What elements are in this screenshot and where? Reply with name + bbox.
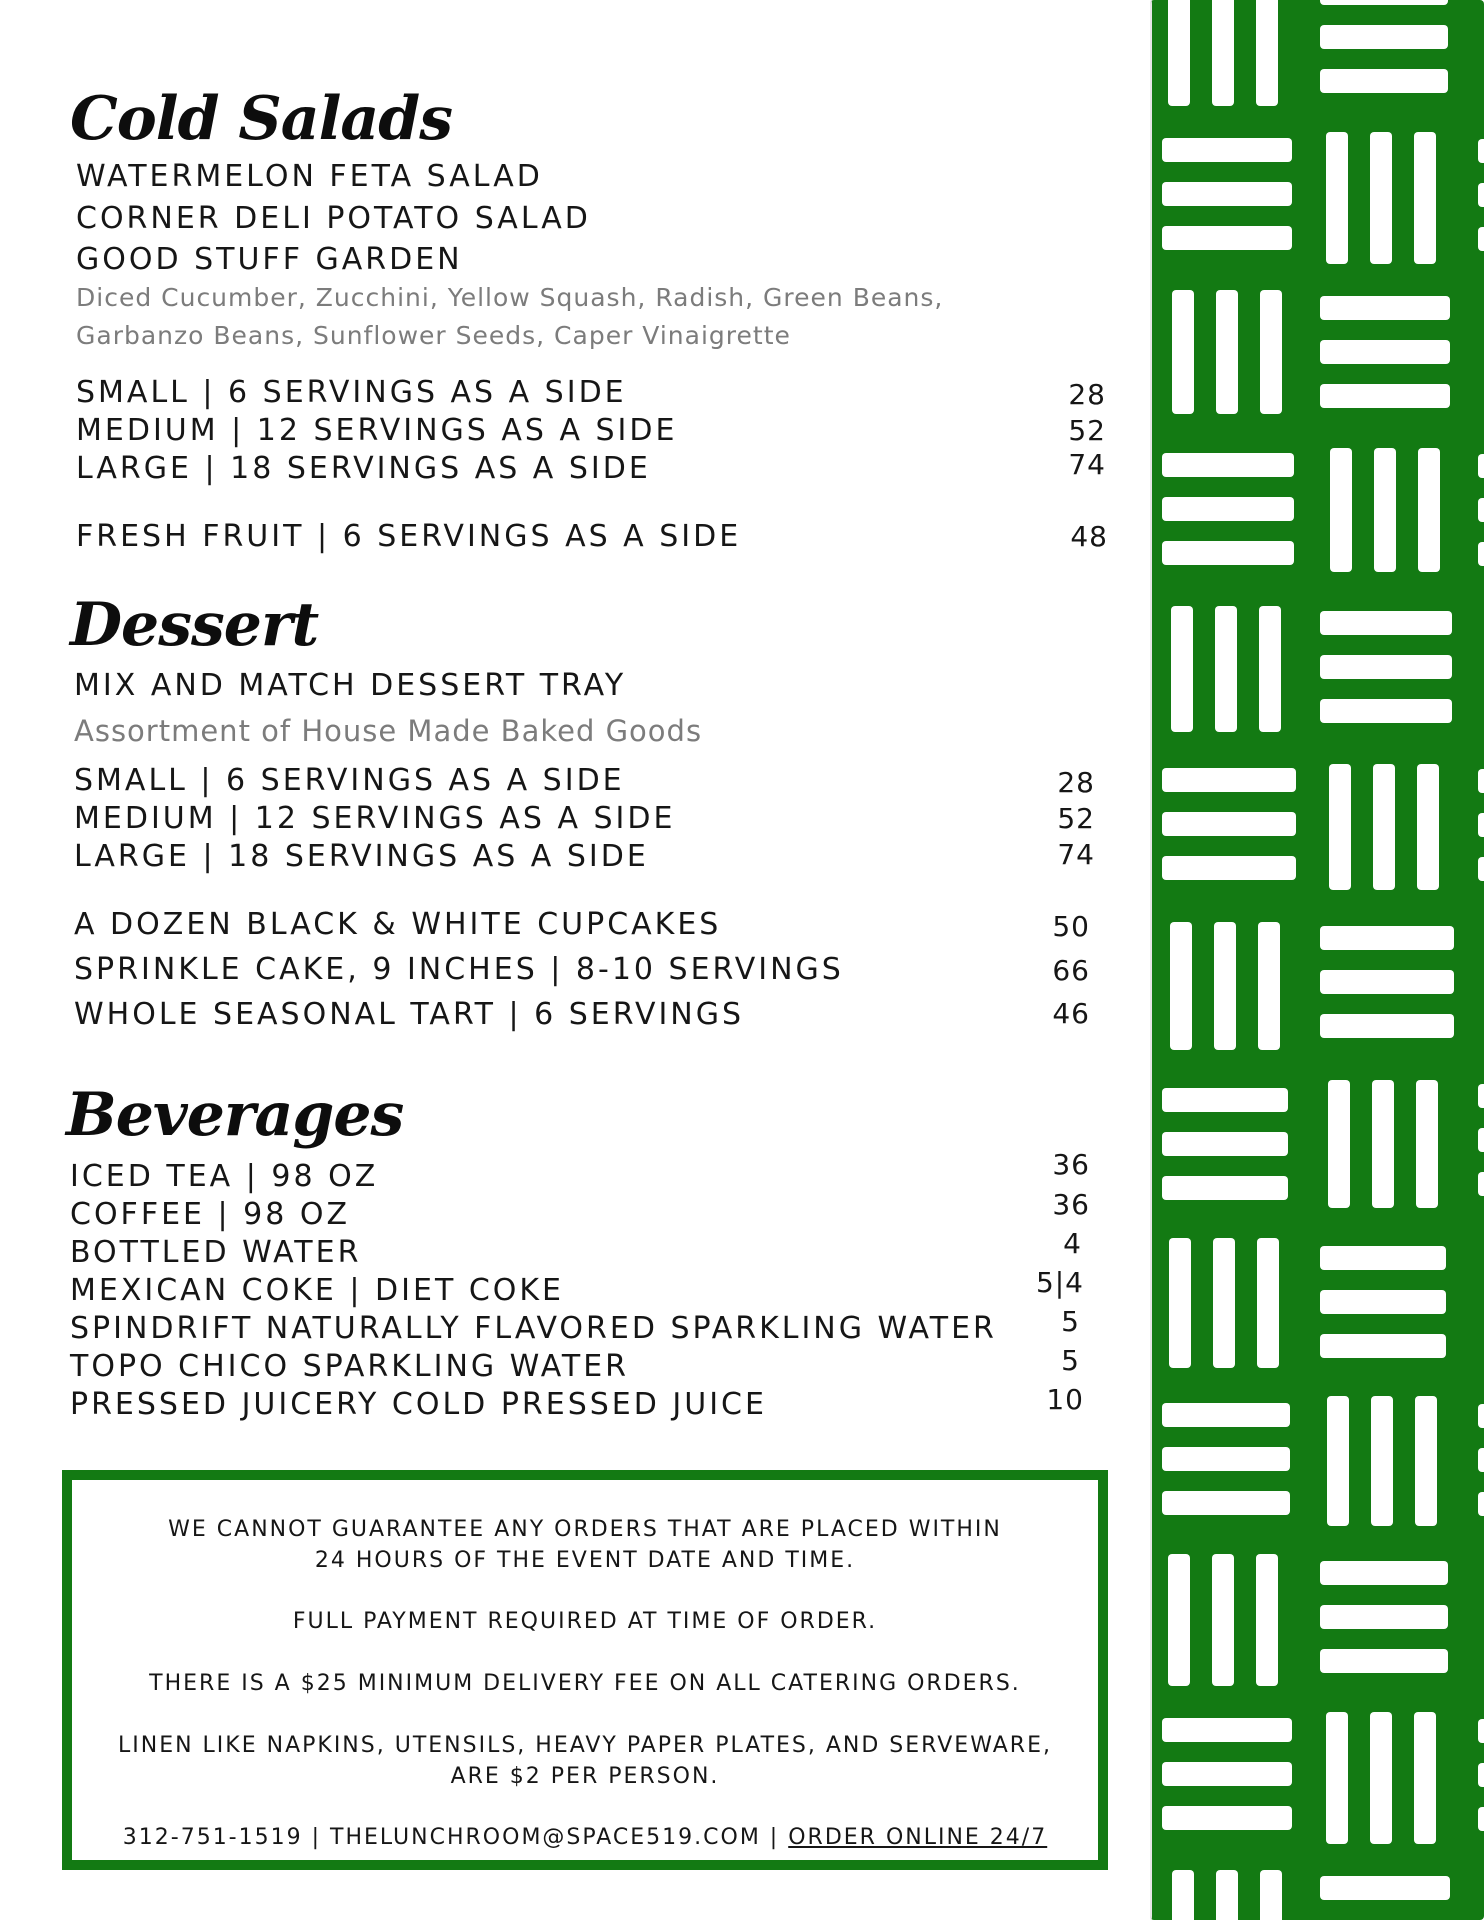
brush-stroke bbox=[1478, 769, 1484, 793]
price: 4 bbox=[1063, 1227, 1082, 1260]
brush-stroke bbox=[1162, 182, 1292, 206]
price: 36 bbox=[1052, 1188, 1090, 1221]
brush-stroke bbox=[1162, 856, 1296, 880]
brush-stroke bbox=[1478, 813, 1484, 837]
pattern-background bbox=[1150, 0, 1484, 1920]
price: 52 bbox=[1057, 802, 1095, 835]
menu-item: CORNER DELI POTATO SALAD bbox=[76, 201, 591, 236]
fresh-fruit-item: FRESH FRUIT | 6 SERVINGS AS A SIDE bbox=[76, 519, 742, 554]
menu-item: MIX AND MATCH DESSERT TRAY bbox=[74, 668, 627, 703]
brush-stroke bbox=[1478, 1084, 1484, 1108]
brush-stroke bbox=[1370, 132, 1392, 264]
brush-stroke bbox=[1320, 25, 1448, 49]
price: 74 bbox=[1057, 838, 1095, 871]
brush-stroke bbox=[1320, 926, 1454, 950]
brush-stroke bbox=[1478, 227, 1484, 251]
brush-stroke bbox=[1162, 1132, 1288, 1156]
price: 52 bbox=[1068, 414, 1106, 447]
brush-stroke bbox=[1478, 1172, 1484, 1196]
brush-stroke bbox=[1162, 1403, 1290, 1427]
brush-stroke bbox=[1414, 1712, 1436, 1844]
size-option: MEDIUM | 12 SERVINGS AS A SIDE bbox=[76, 413, 678, 448]
cold-salads-heading: Cold Salads bbox=[70, 84, 453, 154]
brush-stroke bbox=[1162, 453, 1294, 477]
brush-stroke bbox=[1260, 290, 1282, 414]
beverage-item: TOPO CHICO SPARKLING WATER bbox=[70, 1349, 630, 1384]
brush-stroke bbox=[1320, 1561, 1448, 1585]
brush-stroke bbox=[1320, 1290, 1446, 1314]
policy-linen-line-1: LINEN LIKE NAPKINS, UTENSILS, HEAVY PAPER PLATES, AND SERVEWARE, bbox=[118, 1733, 1052, 1758]
brush-stroke bbox=[1478, 139, 1484, 163]
price: 48 bbox=[1070, 520, 1108, 553]
brush-stroke bbox=[1478, 1404, 1484, 1428]
brush-stroke bbox=[1320, 1649, 1448, 1673]
brush-stroke bbox=[1162, 1088, 1288, 1112]
pattern-edge-line bbox=[1150, 0, 1152, 1920]
brush-stroke bbox=[1415, 1396, 1437, 1526]
policy-payment: FULL PAYMENT REQUIRED AT TIME OF ORDER. bbox=[292, 1609, 878, 1634]
beverage-item: SPINDRIFT NATURALLY FLAVORED SPARKLING WATER bbox=[70, 1311, 997, 1346]
order-policy-box bbox=[62, 1470, 1108, 1870]
menu-item: A DOZEN BLACK & WHITE CUPCAKES bbox=[74, 907, 722, 942]
brush-stroke bbox=[1257, 1238, 1279, 1368]
brush-stroke bbox=[1478, 857, 1484, 881]
brush-stroke bbox=[1256, 0, 1278, 106]
brush-stroke bbox=[1326, 1712, 1348, 1844]
brush-stroke bbox=[1330, 448, 1352, 572]
brush-stroke bbox=[1373, 764, 1395, 890]
policy-guarantee-line-1: WE CANNOT GUARANTEE ANY ORDERS THAT ARE PLACED WITHIN bbox=[168, 1517, 1002, 1542]
price: 28 bbox=[1068, 378, 1106, 411]
policy-linen-line-2: ARE $2 PER PERSON. bbox=[450, 1764, 720, 1789]
brush-stroke bbox=[1327, 1396, 1349, 1526]
brush-stroke bbox=[1478, 183, 1484, 207]
size-option: LARGE | 18 SERVINGS AS A SIDE bbox=[76, 451, 651, 486]
brush-stroke bbox=[1259, 606, 1281, 732]
brush-stroke bbox=[1478, 1128, 1484, 1152]
brush-stroke bbox=[1320, 296, 1450, 320]
brush-stroke bbox=[1168, 1554, 1190, 1686]
brush-stroke bbox=[1478, 1448, 1484, 1472]
brush-stroke bbox=[1326, 132, 1348, 264]
brush-stroke bbox=[1162, 226, 1292, 250]
brush-stroke bbox=[1374, 448, 1396, 572]
brush-stroke bbox=[1320, 1014, 1454, 1038]
beverage-item: ICED TEA | 98 OZ bbox=[70, 1159, 379, 1194]
price: 5 bbox=[1061, 1305, 1080, 1338]
brush-stroke bbox=[1168, 0, 1190, 106]
brush-stroke bbox=[1171, 606, 1193, 732]
menu-item: SPRINKLE CAKE, 9 INCHES | 8-10 SERVINGS bbox=[74, 952, 844, 987]
menu-item: WHOLE SEASONAL TART | 6 SERVINGS bbox=[74, 997, 745, 1032]
brush-stroke bbox=[1162, 541, 1294, 565]
brush-stroke bbox=[1320, 1246, 1446, 1270]
beverage-item: MEXICAN COKE | DIET COKE bbox=[70, 1273, 565, 1308]
brush-stroke bbox=[1372, 1080, 1394, 1208]
brush-stroke bbox=[1320, 0, 1448, 5]
brush-stroke bbox=[1216, 1870, 1238, 1920]
brush-stroke bbox=[1215, 606, 1237, 732]
brush-stroke bbox=[1162, 138, 1292, 162]
order-online-link[interactable]: ORDER ONLINE 24/7 bbox=[788, 1825, 1048, 1850]
brush-stroke bbox=[1260, 1870, 1282, 1920]
brush-stroke bbox=[1169, 1238, 1191, 1368]
brush-stroke bbox=[1418, 448, 1440, 572]
beverage-item: PRESSED JUICERY COLD PRESSED JUICE bbox=[70, 1387, 767, 1422]
price: 50 bbox=[1052, 910, 1090, 943]
brush-stroke bbox=[1162, 1491, 1290, 1515]
brush-stroke bbox=[1478, 498, 1484, 522]
brush-stroke bbox=[1478, 1763, 1484, 1787]
price: 74 bbox=[1068, 448, 1106, 481]
brush-stroke bbox=[1329, 764, 1351, 890]
menu-item: GOOD STUFF GARDEN bbox=[76, 242, 463, 277]
size-option: MEDIUM | 12 SERVINGS AS A SIDE bbox=[74, 801, 676, 836]
brush-stroke bbox=[1478, 1719, 1484, 1743]
price: 5 bbox=[1061, 1344, 1080, 1377]
item-description: Garbanzo Beans, Sunflower Seeds, Caper Vinaigrette bbox=[76, 321, 791, 350]
brush-stroke bbox=[1478, 542, 1484, 566]
brush-stroke bbox=[1172, 1870, 1194, 1920]
brush-stroke bbox=[1212, 0, 1234, 106]
decorative-brush-pattern bbox=[1150, 0, 1484, 1920]
brush-stroke bbox=[1320, 384, 1450, 408]
brush-stroke bbox=[1320, 611, 1452, 635]
brush-stroke bbox=[1320, 69, 1448, 93]
brush-stroke bbox=[1162, 1176, 1288, 1200]
item-description: Diced Cucumber, Zucchini, Yellow Squash, Radish, Green Beans, bbox=[76, 283, 944, 312]
brush-stroke bbox=[1216, 290, 1238, 414]
price: 10 bbox=[1046, 1383, 1084, 1416]
menu-item: WATERMELON FETA SALAD bbox=[76, 159, 543, 194]
brush-stroke bbox=[1478, 454, 1484, 478]
brush-stroke bbox=[1162, 768, 1296, 792]
price: 36 bbox=[1052, 1148, 1090, 1181]
brush-stroke bbox=[1256, 1554, 1278, 1686]
beverage-item: BOTTLED WATER bbox=[70, 1235, 362, 1270]
contact-info: 312-751-1519 | THELUNCHROOM@SPACE519.COM | bbox=[122, 1825, 789, 1850]
brush-stroke bbox=[1213, 1238, 1235, 1368]
brush-stroke bbox=[1320, 655, 1452, 679]
brush-stroke bbox=[1320, 340, 1450, 364]
brush-stroke bbox=[1416, 1080, 1438, 1208]
brush-stroke bbox=[1170, 922, 1192, 1050]
size-option: SMALL | 6 SERVINGS AS A SIDE bbox=[74, 763, 625, 798]
brush-stroke bbox=[1320, 1334, 1446, 1358]
brush-stroke bbox=[1478, 1807, 1484, 1831]
brush-stroke bbox=[1320, 970, 1454, 994]
brush-stroke bbox=[1328, 1080, 1350, 1208]
brush-stroke bbox=[1371, 1396, 1393, 1526]
size-option: SMALL | 6 SERVINGS AS A SIDE bbox=[76, 375, 627, 410]
brush-stroke bbox=[1162, 1762, 1292, 1786]
item-description: Assortment of House Made Baked Goods bbox=[74, 714, 703, 748]
price: 46 bbox=[1052, 997, 1090, 1030]
brush-stroke bbox=[1212, 1554, 1234, 1686]
price: 28 bbox=[1057, 766, 1095, 799]
contact-line bbox=[72, 1822, 1098, 1853]
brush-stroke bbox=[1320, 699, 1452, 723]
brush-stroke bbox=[1258, 922, 1280, 1050]
brush-stroke bbox=[1320, 1605, 1448, 1629]
brush-stroke bbox=[1320, 1876, 1450, 1900]
policy-delivery-fee: THERE IS A $25 MINIMUM DELIVERY FEE ON ALL CATERING ORDERS. bbox=[149, 1671, 1021, 1696]
size-option: LARGE | 18 SERVINGS AS A SIDE bbox=[74, 839, 649, 874]
policy-guarantee-line-2: 24 HOURS OF THE EVENT DATE AND TIME. bbox=[314, 1548, 856, 1573]
brush-stroke bbox=[1162, 812, 1296, 836]
brush-stroke bbox=[1214, 922, 1236, 1050]
brush-stroke bbox=[1417, 764, 1439, 890]
price: 66 bbox=[1052, 954, 1090, 987]
brush-stroke bbox=[1162, 1447, 1290, 1471]
brush-stroke bbox=[1370, 1712, 1392, 1844]
brush-stroke bbox=[1162, 1806, 1292, 1830]
brush-stroke bbox=[1172, 290, 1194, 414]
brush-stroke bbox=[1414, 132, 1436, 264]
brush-stroke bbox=[1162, 497, 1294, 521]
dessert-heading: Dessert bbox=[70, 590, 319, 660]
brush-stroke bbox=[1162, 1718, 1292, 1742]
beverages-heading: Beverages bbox=[66, 1080, 404, 1150]
price: 5|4 bbox=[1035, 1266, 1084, 1299]
brush-stroke bbox=[1478, 1492, 1484, 1516]
beverage-item: COFFEE | 98 OZ bbox=[70, 1197, 351, 1232]
